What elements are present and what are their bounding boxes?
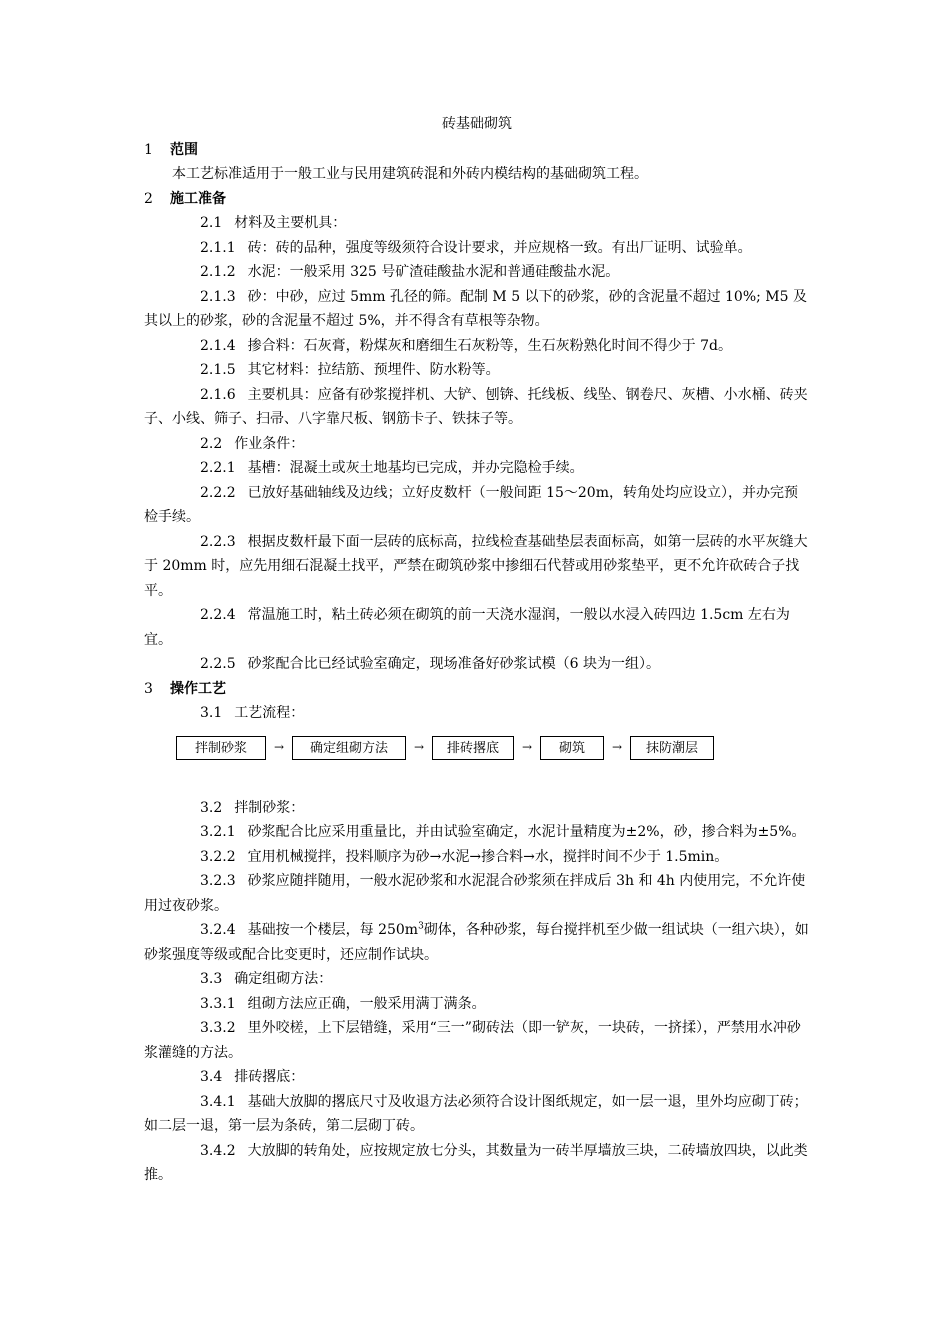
section-1-heading: 1 范围 [144,141,198,158]
clause-3-2-4: 3.2.4 基础按一个楼层，每 $250m^3$砌体，各种砂浆，每台搅拌机至少做一组试块（一组六块），如砂浆强度等级或配合比变更时，还应制作试块。 [144,921,809,963]
process-flowchart [176,728,810,768]
clause-3-1: 3.1 工艺流程： [200,705,305,721]
clause-3-2-2: 3.2.2 宜用机械搅拌，投料顺序为砂→水泥→掺合料→水，搅拌时间不少于 1.5min。 [200,848,729,865]
clause-2-2-5: 2.2.5 砂浆配合比已经试验室确定，现场准备好砂浆试模（6 块为一组）。 [200,656,660,672]
clause-2-2-4: 2.2.4 常温施工时，粘土砖必须在砌筑的前一天浇水湿润，一般以水浸入砖四边 1.5cm 左右为宜。 [144,607,790,648]
clause-3-4: 3.4 排砖撂底： [200,1069,305,1085]
clause-3-3-2: 3.3.2 里外咬槎，上下层错缝，采用“三一”砌砖法（即一铲灰，一块砖，一挤揉），严禁用水冲砂浆灌缝的方法。 [144,1020,801,1061]
document-page [144,112,810,1188]
clause-2-1-4: 2.1.4 掺合料：石灰膏，粉煤灰和磨细生石灰粉等，生石灰粉熟化时间不得少于 7d。 [200,337,732,354]
clause-2-2-1: 2.2.1 基槽：混凝土或灰土地基均已完成，并办完隐检手续。 [200,460,584,476]
flow-step-lay-bricks: 砌筑 [540,736,604,760]
section-1-body: 本工艺标准适用于一般工业与民用建筑砖混和外砖内模结构的基础砌筑工程。 [172,166,648,182]
clause-2-2-2: 2.2.2 已放好基础轴线及边线；立好皮数杆（一般间距 15～20m，转角处均应设立），并办完预检手续。 [144,484,798,525]
clause-3-2: 3.2 拌制砂浆： [200,799,305,816]
clause-3-2-1: 3.2.1 砂浆配合比应采用重量比，并由试验室确定，水泥计量精度为±2%，砂，掺合料为±5%。 [200,824,806,840]
clause-2-1-1: 2.1.1 砖：砖的品种，强度等级须符合设计要求，并应规格一致。有出厂证明、试验单。 [200,239,752,256]
flow-step-damp-proof: 抹防潮层 [630,736,714,760]
flow-step-mix-mortar: 拌制砂浆 [176,736,266,760]
superscript-3: 3 [418,921,424,932]
flow-arrow: → [273,740,285,755]
section-2-heading: 2 施工准备 [144,190,226,207]
clause-3-2-3: 3.2.3 砂浆应随拌随用，一般水泥砂浆和水泥混合砂浆须在拌成后 3h 和 4h 内使用完，不允许使用过夜砂浆。 [144,873,806,914]
flow-arrow: → [611,740,623,755]
clause-3-4-1: 3.4.1 基础大放脚的撂底尺寸及收退方法必须符合设计图纸规定，如一层一退，里外均应砌丁砖；如二层一退，第一层为条砖，第二层砌丁砖。 [144,1093,808,1134]
clause-2-2: 2.2 作业条件： [200,435,305,452]
clause-2-1-5: 2.1.5 其它材料：拉结筋、预埋件、防水粉等。 [200,362,500,378]
clause-2-1-3: 2.1.3 砂：中砂，应过 5mm 孔径的筛。配制 M 5 以下的砂浆，砂的含泥量不超过 10%; M5 及其以上的砂浆，砂的含泥量不超过 5%，并不得含有草根等杂物。 [144,288,808,329]
clause-2-1: 2.1 材料及主要机具： [200,215,347,231]
flow-arrow: → [521,740,533,755]
flow-step-layout-bricks: 排砖撂底 [432,736,514,760]
clause-2-1-2: 2.1.2 水泥：一般采用 325 号矿渣硅酸盐水泥和普通硅酸盐水泥。 [200,264,620,280]
clause-2-1-6: 2.1.6 主要机具：应备有砂浆搅拌机、大铲、刨锛、托线板、线坠、钢卷尺、灰槽、小水桶、砖夹子、小线、筛子、扫帚、八字靠尺板、钢筋卡子、铁抹子等。 [144,386,808,427]
flow-step-determine-bond: 确定组砌方法 [292,736,406,760]
clause-3-4-2: 3.4.2 大放脚的转角处，应按规定放七分头，其数量为一砖半厚墙放三块，二砖墙放四块，以此类推。 [144,1142,808,1183]
clause-2-2-3: 2.2.3 根据皮数杆最下面一层砖的底标高，拉线检查基础垫层表面标高，如第一层砖的水平灰缝大于 20mm 时，应先用细石混凝土找平，严禁在砌筑砂浆中掺细石代替或用砂浆垫平，更不允许砍砖合子找平。 [144,533,808,599]
document-title: 砖基础砌筑 [442,116,512,132]
flow-arrow: → [413,740,425,755]
section-3-heading: 3 操作工艺 [144,680,226,697]
clause-3-3: 3.3 确定组砌方法： [200,971,333,987]
clause-3-3-1: 3.3.1 组砌方法应正确，一般采用满丁满条。 [200,995,486,1012]
